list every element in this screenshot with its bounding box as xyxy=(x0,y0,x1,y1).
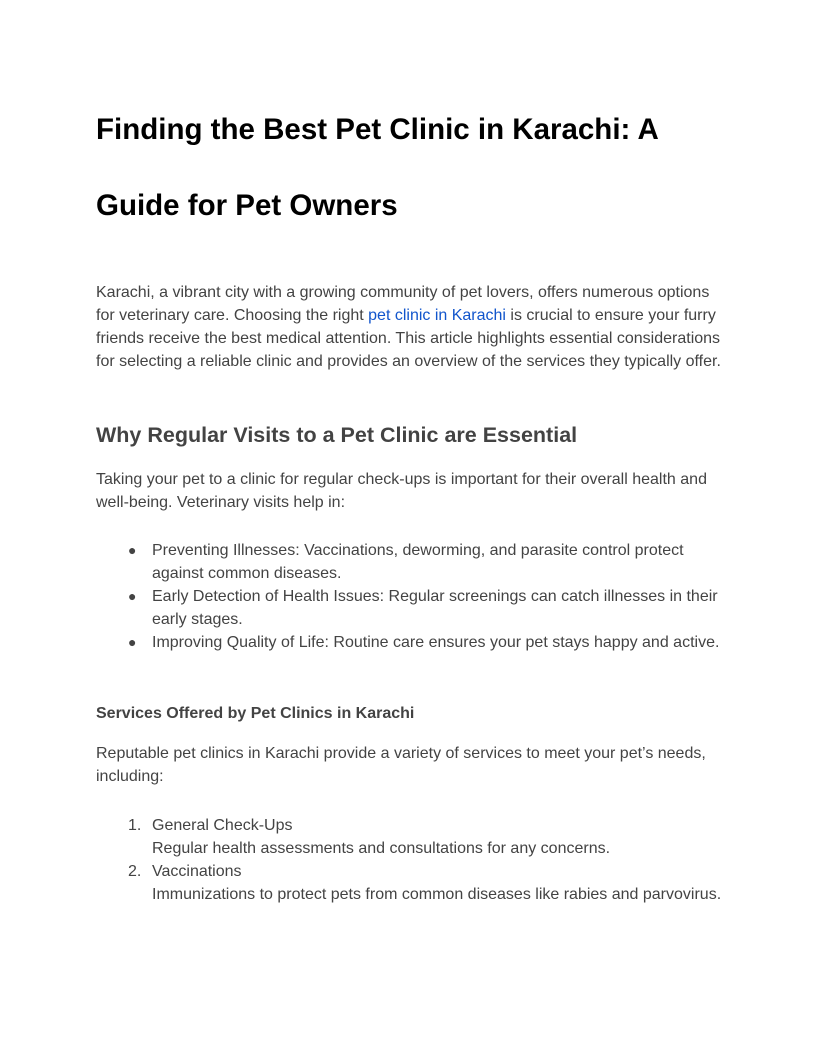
intro-text-after-link: is crucial to ensure your furry friends receive the best medical attention. This article highlights essential considerations for selecting a reliable clinic and provides an overview of the services they typically offer. xyxy=(96,307,721,370)
list-item xyxy=(96,631,726,654)
service-title: General Check-Ups xyxy=(152,817,293,834)
services-list xyxy=(96,814,726,906)
section-heading-regular-visits: Why Regular Visits to a Pet Clinic are Essential xyxy=(96,423,578,447)
bullet-icon: ● xyxy=(128,588,137,604)
list-item xyxy=(96,814,726,860)
list-item-text: Preventing Illnesses: Vaccinations, deworming, and parasite control protect against common diseases. xyxy=(152,542,684,582)
list-item-text: Early Detection of Health Issues: Regular screenings can catch illnesses in their early stages. xyxy=(152,588,718,628)
regular-visits-paragraph: Taking your pet to a clinic for regular check-ups is important for their overall health and well-being. Veterinary visits help in: xyxy=(96,471,707,511)
pet-clinic-karachi-link[interactable]: pet clinic in Karachi xyxy=(368,307,506,324)
document-title-line-2: Guide for Pet Owners xyxy=(96,189,398,222)
benefits-list xyxy=(96,539,726,654)
intro-paragraph xyxy=(96,281,726,373)
list-item xyxy=(96,860,726,906)
service-description: Regular health assessments and consultations for any concerns. xyxy=(152,840,611,857)
section-heading-services: Services Offered by Pet Clinics in Karachi xyxy=(96,705,415,722)
list-item-text: Improving Quality of Life: Routine care ensures your pet stays happy and active. xyxy=(152,634,720,651)
list-item xyxy=(96,539,726,585)
bullet-icon: ● xyxy=(128,634,137,650)
list-item-number: 2. xyxy=(128,863,142,880)
bullet-icon: ● xyxy=(128,542,137,558)
service-title: Vaccinations xyxy=(152,863,242,880)
services-paragraph: Reputable pet clinics in Karachi provide a variety of services to meet your pet’s needs, including: xyxy=(96,745,706,785)
list-item-number: 1. xyxy=(128,817,142,834)
intro-text-before-link: Karachi, a vibrant city with a growing community of pet lovers, offers numerous options for veterinary care. Choosing the right xyxy=(96,284,710,324)
document-title-line-1: Finding the Best Pet Clinic in Karachi: A xyxy=(96,113,659,146)
list-item xyxy=(96,585,726,631)
service-description: Immunizations to protect pets from common diseases like rabies and parvovirus. xyxy=(152,886,722,903)
